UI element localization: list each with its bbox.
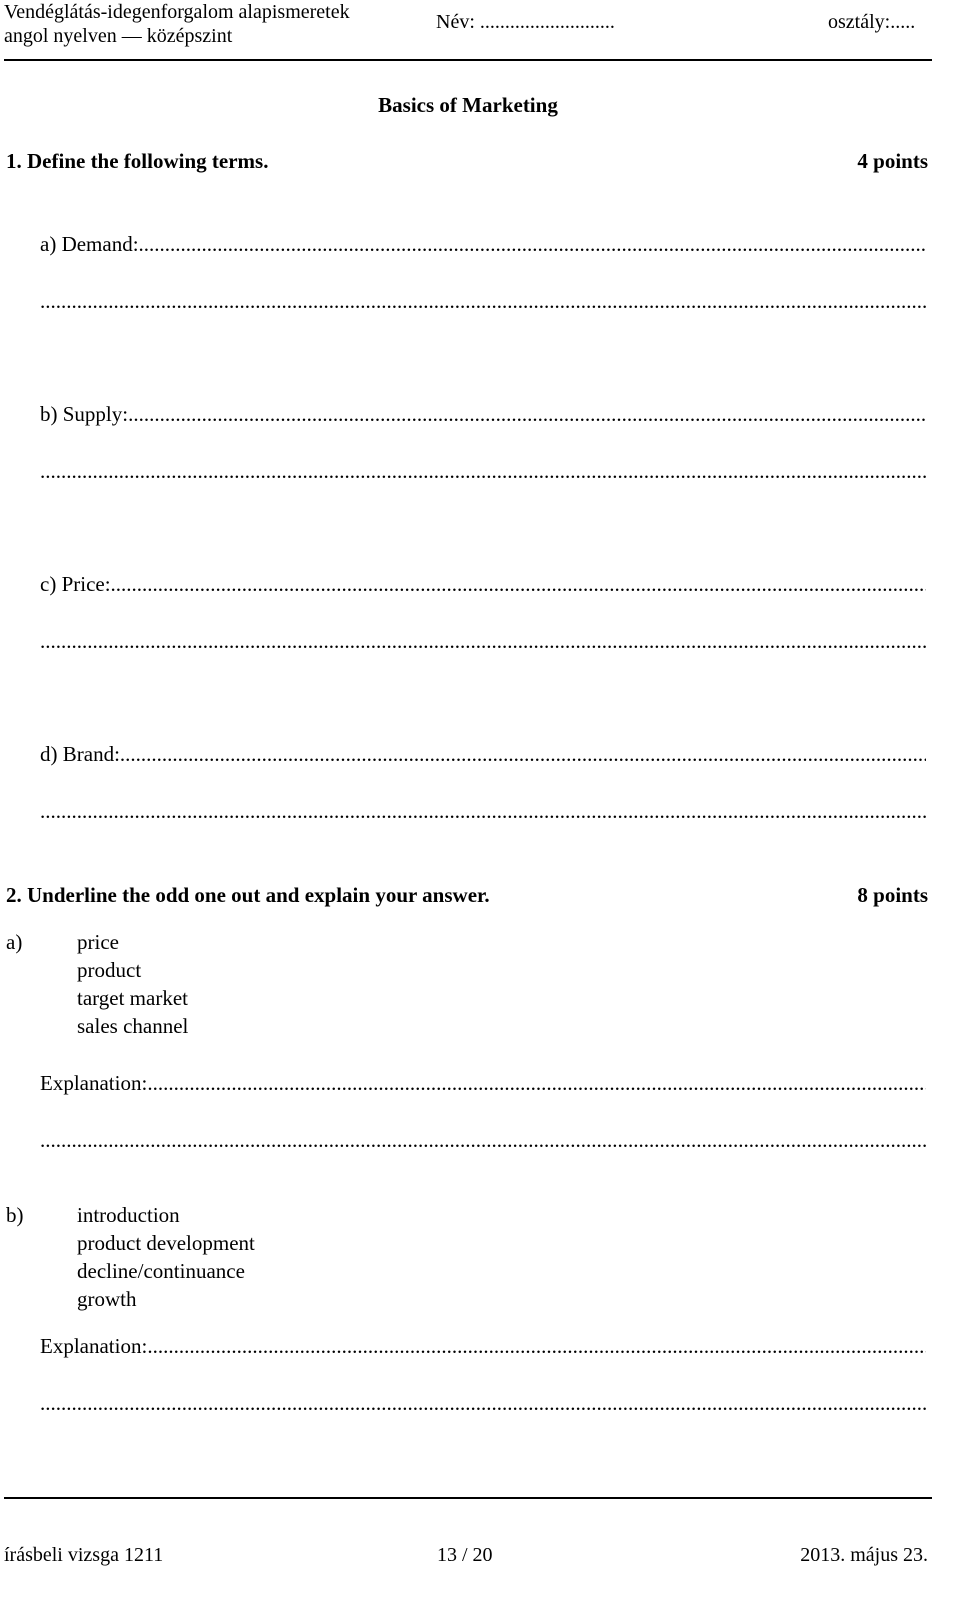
explanation-label-b: Explanation: xyxy=(40,1334,148,1358)
option-target-market[interactable]: target market xyxy=(77,986,188,1010)
header-subject-line1: Vendéglátás-idegenforgalom alapismeretek xyxy=(4,1,350,23)
footer-rule xyxy=(4,1497,932,1499)
item-label-brand: d) Brand: xyxy=(40,742,120,766)
explanation-line-b[interactable] xyxy=(40,1334,926,1359)
question1-text: 1. Define the following terms. xyxy=(6,149,269,173)
explanation-line-b-2[interactable] xyxy=(40,1391,926,1416)
explanation-line-a-2[interactable] xyxy=(40,1128,926,1153)
header-name-field: Név: ........................... xyxy=(436,11,615,33)
item-label-demand: a) Demand: xyxy=(40,232,139,256)
option-price[interactable]: price xyxy=(77,930,119,954)
option-product-development[interactable]: product development xyxy=(77,1231,255,1255)
option-decline-continuance[interactable]: decline/continuance xyxy=(77,1259,245,1283)
answer-line-price-2[interactable] xyxy=(40,629,926,654)
option-growth[interactable]: growth xyxy=(77,1287,137,1311)
item-label-price: c) Price: xyxy=(40,572,111,596)
header-rule xyxy=(4,59,932,61)
question2a-marker: a) xyxy=(6,930,23,954)
answer-line-brand-2[interactable] xyxy=(40,799,926,824)
answer-line-demand-2[interactable] xyxy=(40,289,926,314)
item-label-supply: b) Supply: xyxy=(40,402,129,426)
explanation-line-a[interactable] xyxy=(40,1071,926,1096)
header-class-field: osztály:..... xyxy=(828,11,916,33)
question1-points: 4 points xyxy=(857,149,928,173)
section-title: Basics of Marketing xyxy=(378,93,558,117)
footer-page-number: 13 / 20 xyxy=(437,1544,493,1566)
answer-line-supply-2[interactable] xyxy=(40,459,926,484)
option-introduction[interactable]: introduction xyxy=(77,1203,180,1227)
answer-line-brand[interactable] xyxy=(40,742,926,767)
answer-line-price[interactable] xyxy=(40,572,926,597)
option-sales-channel[interactable]: sales channel xyxy=(77,1014,189,1038)
option-product[interactable]: product xyxy=(77,958,142,982)
header-subject-line2: angol nyelven — középszint xyxy=(4,25,233,47)
question2-text: 2. Underline the odd one out and explain your answer. xyxy=(6,883,490,907)
answer-line-supply[interactable] xyxy=(40,402,926,427)
question2b-marker: b) xyxy=(6,1203,24,1227)
footer-exam-code: írásbeli vizsga 1211 xyxy=(4,1544,164,1566)
explanation-label-a: Explanation: xyxy=(40,1071,148,1095)
answer-line-demand[interactable] xyxy=(40,232,926,257)
question2-points: 8 points xyxy=(857,883,928,907)
footer-date: 2013. május 23. xyxy=(800,1544,928,1566)
